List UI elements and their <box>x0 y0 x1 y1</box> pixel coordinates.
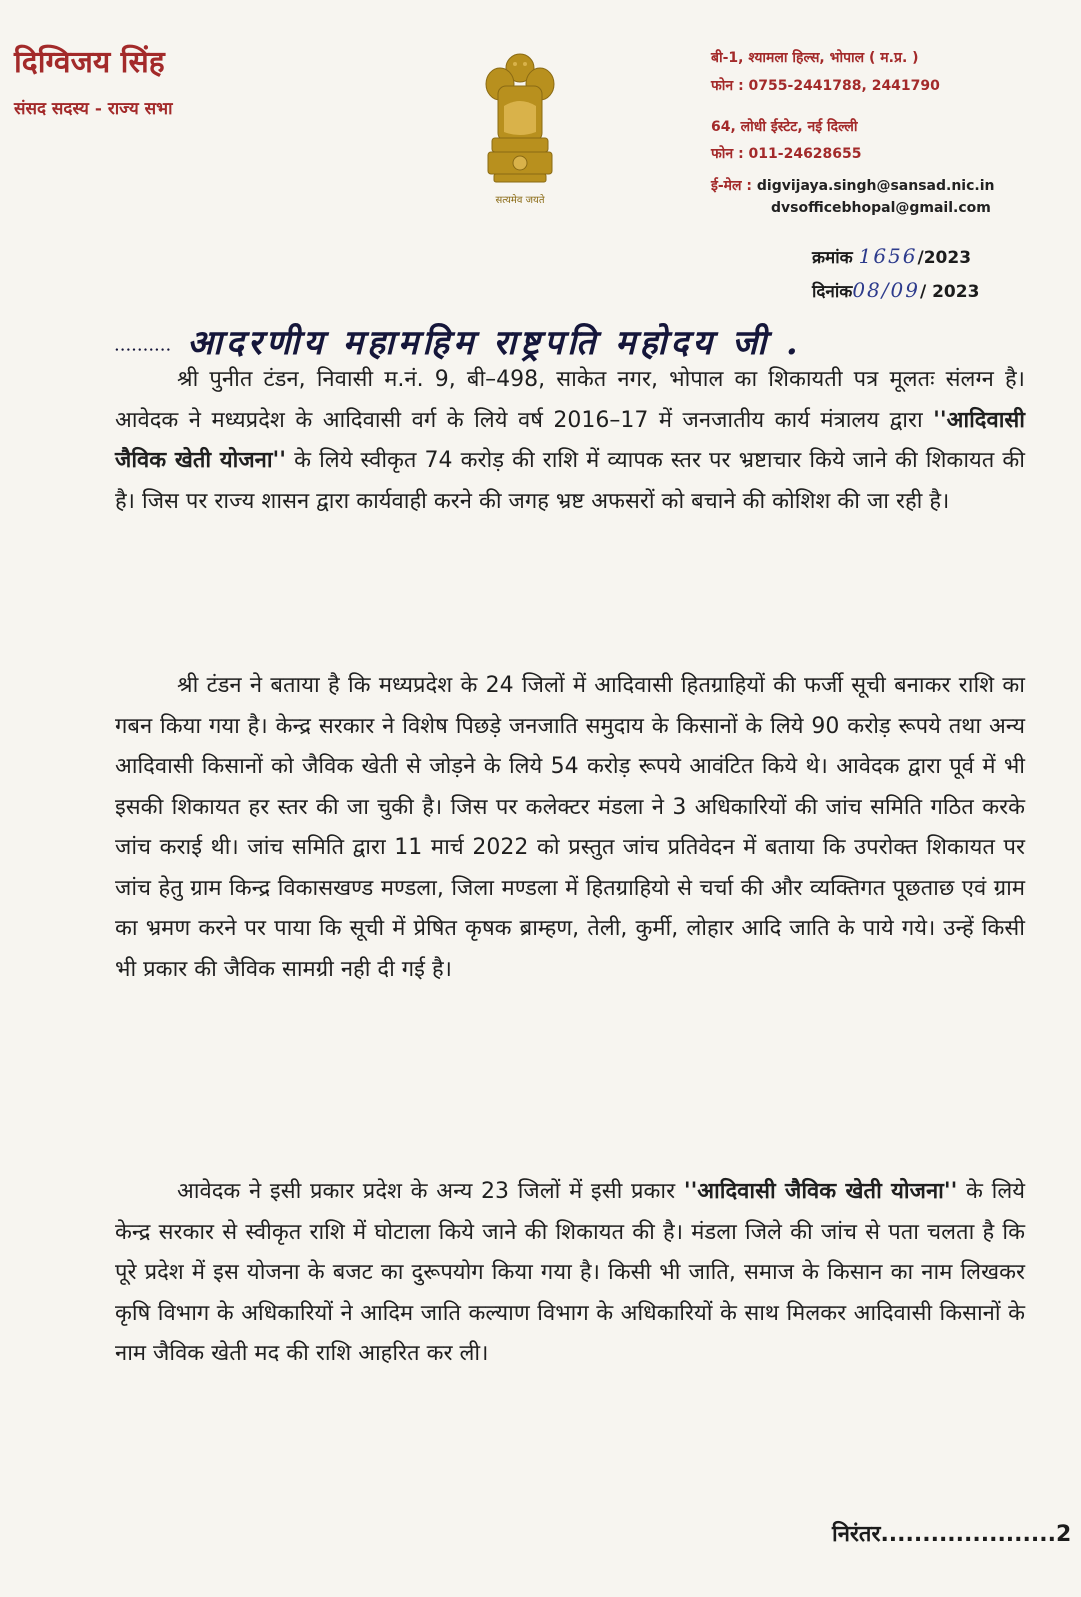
salutation-dots: .......... <box>114 334 172 356</box>
reference-number <box>812 244 1072 268</box>
paragraph-3-part-1: आवेदक ने इसी प्रकार प्रदेश के अन्य 23 जिलों में इसी प्रकार <box>177 1179 684 1204</box>
bhopal-address: बी-1, श्यामला हिल्स, भोपाल ( म.प्र. ) <box>711 50 919 66</box>
email-secondary-row <box>771 200 1081 216</box>
paragraph-1-part-2: के लिये स्वीकृत 74 करोड़ की राशि में व्यापक स्तर पर भ्रष्टाचार किये जाने की शिकायत की है। जिस पर राज्य शासन द्वारा कार्यवाही करने की जगह भ्रष्ट अफसरों को बचाने की कोशिश की जा रही है। <box>115 448 1025 514</box>
national-emblem-icon <box>470 46 570 216</box>
delhi-address: 64, लोधी ईस्टेट, नई दिल्ली <box>711 119 858 135</box>
email-row <box>711 176 1071 195</box>
reference-date-handwritten: 08/09 <box>852 278 920 302</box>
paragraph-1-part-1: श्री पुनीत टंडन, निवासी म.नं. 9, बी–498, साकेत नगर, भोपाल का शिकायती पत्र मूलतः संलग्न है। आवेदक ने मध्यप्रदेश के आदिवासी वर्ग के लिये वर्ष 2016–17 में जनजातीय कार्य मंत्रालय द्वारा <box>115 367 1025 433</box>
reference-number-handwritten: 1656 <box>858 244 918 268</box>
paragraph-2: श्री टंडन ने बताया है कि मध्यप्रदेश के 24 जिलों में आदिवासी हितग्राहियों की फर्जी सूची बनाकर राशि का गबन किया गया है। केन्द्र सरकार ने विशेष पिछड़े जनजाति समुदाय के किसानों के लिये 90 करोड़ रूपये तथा अन्य आदिवासी किसानों को जैविक खेती से जोड़ने के लिये 54 करोड़ रूपये आवंटित किये थे। आवेदक द्वारा पूर्व में भी इसकी शिकायत हर स्तर की जा चुकी है। जिस पर कलेक्टर मंडला ने 3 अधिकारियों की जांच समिति गठित करके जांच कराई थी। जांच समिति द्वारा 11 मार्च 2022 को प्रस्तुत जांच प्रतिवेदन में बताया कि उपरोक्त शिकायत पर जांच हेतु ग्राम किन्द्र विकासखण्ड मण्डला, जिला मण्डला में हितग्राहियो से चर्चा की और व्यक्तिगत पूछताछ एवं ग्राम का भ्रमण करने पर पाया कि सूची में प्रेषित कृषक ब्राम्हण, तेली, कुर्मी, लोहार आदि जाति के पाये गये। उन्हें किसी भी प्रकार की जैविक सामग्री नही दी गई है। <box>115 673 1025 982</box>
sender-designation: संसद सदस्य - राज्य सभा <box>14 99 173 119</box>
bhopal-phone: 0755-2441788, 2441790 <box>748 78 940 94</box>
salutation-text: आदरणीय महामहिम राष्ट्रपति महोदय जी . <box>187 323 802 363</box>
salutation <box>114 318 802 364</box>
reference-date-label: दिनांक <box>812 282 853 302</box>
reference-number-label: क्रमांक <box>812 248 853 268</box>
phone-label: फोन : <box>711 146 744 162</box>
scheme-name-bold: ''आदिवासी जैविक खेती योजना'' <box>683 1179 958 1204</box>
reference-number-suffix: /2023 <box>917 248 972 268</box>
phone-label: फोन : <box>711 78 744 94</box>
emblem-motto: सत्यमेव जयते <box>495 195 545 206</box>
reference-date <box>812 278 1072 302</box>
scheme-name-bold: ''आदिवासी जैविक खेती योजना'' <box>115 407 1025 473</box>
email-primary[interactable]: digvijaya.singh@sansad.nic.in <box>756 178 995 194</box>
email-secondary[interactable]: dvsofficebhopal@gmail.com <box>771 200 991 216</box>
paragraph-1 <box>115 360 1025 522</box>
reference-date-suffix: / 2023 <box>919 282 980 302</box>
delhi-phone-row <box>711 144 1071 163</box>
delhi-phone: 011-24628655 <box>748 146 862 162</box>
continued-marker: निरंतर.....................2 <box>832 1522 1072 1547</box>
paragraph-3 <box>115 1172 1025 1375</box>
bhopal-phone-row <box>711 76 1071 95</box>
sender-name: दिग्विजय सिंह <box>14 45 165 80</box>
email-label: ई-मेल : <box>711 178 753 194</box>
paragraph-3-part-2: के लिये केन्द्र सरकार से स्वीकृत राशि में घोटाला किये जाने की शिकायत की है। मंडला जिले की जांच से पता चलता है कि पूरे प्रदेश में इस योजना के बजट का दुरूपयोग किया गया है। किसी भी जाति, समाज के किसान का नाम लिखकर कृषि विभाग के अधिकारियों ने आदिम जाति कल्याण विभाग के अधिकारियों के साथ मिलकर आदिवासी किसानों के नाम जैविक खेती मद की राशि आहरित कर ली। <box>115 1179 1026 1366</box>
